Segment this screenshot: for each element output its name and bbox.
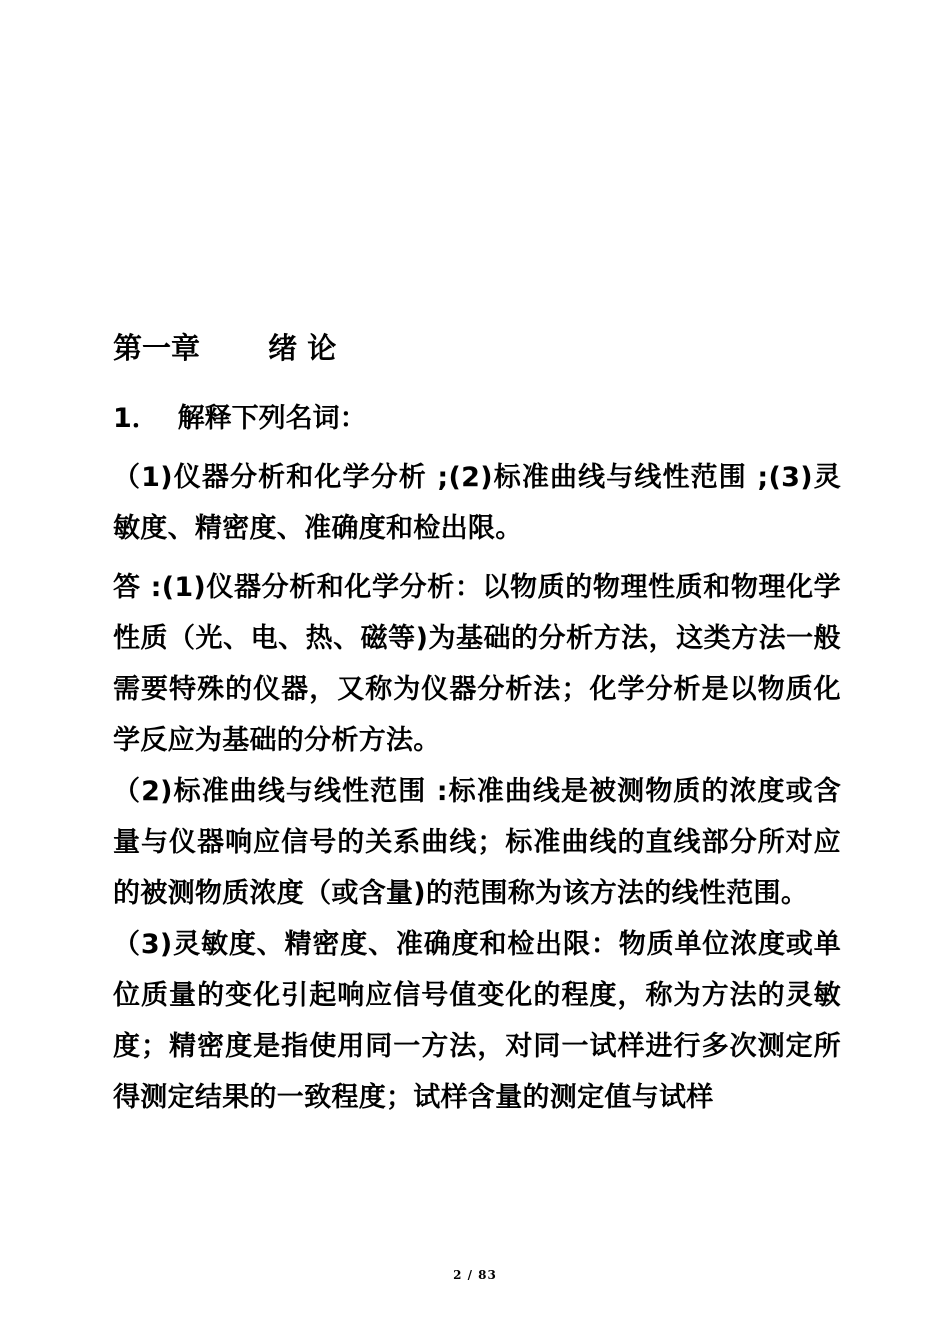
page-number: 2 / 83 — [453, 1268, 497, 1282]
answer-paragraph-3: （3)灵敏度、精密度、准确度和检出限：物质单位浓度或单位质量的变化引起响应信号值变化的程度，称为方法的灵敏度；精密度是指使用同一方法，对同一试样进行多次测定所得测定结果的一致程度；试样含量的测定值与试样 — [113, 929, 841, 1113]
page-content — [113, 322, 841, 1123]
question-items: （1)仪器分析和化学分析 ;(2)标准曲线与线性范围 ;(3)灵敏度、精密度、准确度和检出限。 — [113, 462, 841, 544]
answer-paragraph-2: （2)标准曲线与线性范围 :标准曲线是被测物质的浓度或含量与仪器响应信号的关系曲线；标准曲线的直线部分所对应的被测物质浓度（或含量)的范围称为该方法的线性范围。 — [113, 776, 841, 909]
chapter-title: 第一章 绪 论 — [113, 331, 337, 365]
question-heading: 1． 解释下列名词： — [113, 403, 367, 434]
answer-paragraph-1: 答 :(1)仪器分析和化学分析：以物质的物理性质和物理化学性质（光、电、热、磁等)为基础的分析方法，这类方法一般需要特殊的仪器，又称为仪器分析法；化学分析是以物质化学反应为基础的分析方法。 — [113, 572, 841, 756]
